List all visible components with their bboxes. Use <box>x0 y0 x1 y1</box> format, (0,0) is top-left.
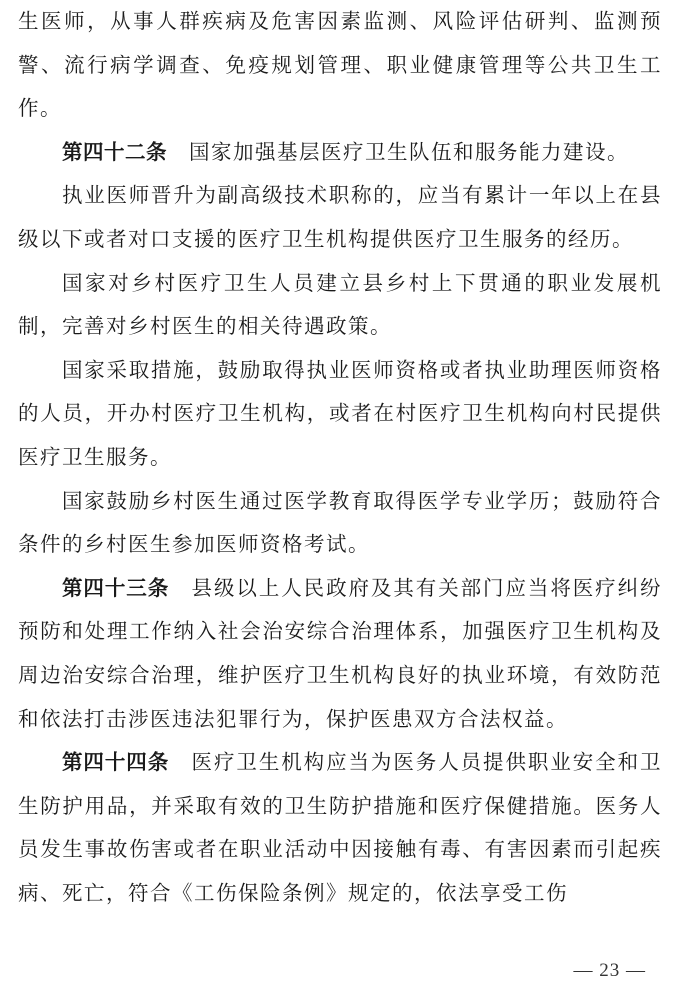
article-44-paragraph <box>18 741 662 915</box>
paragraph-text: 医疗卫生机构应当为医务人员提供职业安全和卫生防护用品，并采取有效的卫生防护措施和医疗保健措施。医务人员发生事故伤害或者在职业活动中因接触有毒、有害因素而引起疾病、死亡，符合《工伤保险条例》规定的，依法享受工伤 <box>18 750 663 905</box>
paragraph-text: 国家对乡村医疗卫生人员建立县乡村上下贯通的职业发展机制，完善对乡村医生的相关待遇政策。 <box>18 270 662 339</box>
paragraph-text: 国家加强基层医疗卫生队伍和服务能力建设。 <box>167 139 629 164</box>
paragraph-1 <box>18 0 662 131</box>
article-number: 第四十四条 <box>62 750 170 775</box>
paragraph-6 <box>18 480 662 567</box>
paragraph-text: 执业医师晋升为副高级技术职称的，应当有累计一年以上在县级以下或者对口支援的医疗卫生机构提供医疗卫生服务的经历。 <box>18 183 662 251</box>
paragraph-text: 生医师，从事人群疾病及危害因素监测、风险评估研判、监测预警、流行病学调查、免疫规划管理、职业健康管理等公共卫生工作。 <box>18 9 662 121</box>
article-number: 第四十二条 <box>62 139 167 164</box>
article-42-heading-paragraph <box>18 131 662 175</box>
paragraph-text: 县级以上人民政府及其有关部门应当将医疗纠纷预防和处理工作纳入社会治安综合治理体系，加强医疗卫生机构及周边治安综合治理，维护医疗卫生机构良好的执业环境，有效防范和依法打击涉医违法犯罪行为，保护医患双方合法权益。 <box>18 575 663 731</box>
article-43-paragraph <box>18 567 662 741</box>
paragraph-5 <box>18 349 662 480</box>
paragraph-text: 国家鼓励乡村医生通过医学教育取得医学专业学历；鼓励符合条件的乡村医生参加医师资格考试。 <box>18 488 662 557</box>
paragraph-text: 国家采取措施，鼓励取得执业医师资格或者执业助理医师资格的人员，开办村医疗卫生机构，或者在村医疗卫生机构向村民提供医疗卫生服务。 <box>18 357 662 469</box>
document-page <box>18 0 662 915</box>
page-number: — 23 — <box>573 960 646 981</box>
paragraph-4 <box>18 262 662 349</box>
article-number: 第四十三条 <box>62 575 170 600</box>
paragraph-3 <box>18 174 662 261</box>
